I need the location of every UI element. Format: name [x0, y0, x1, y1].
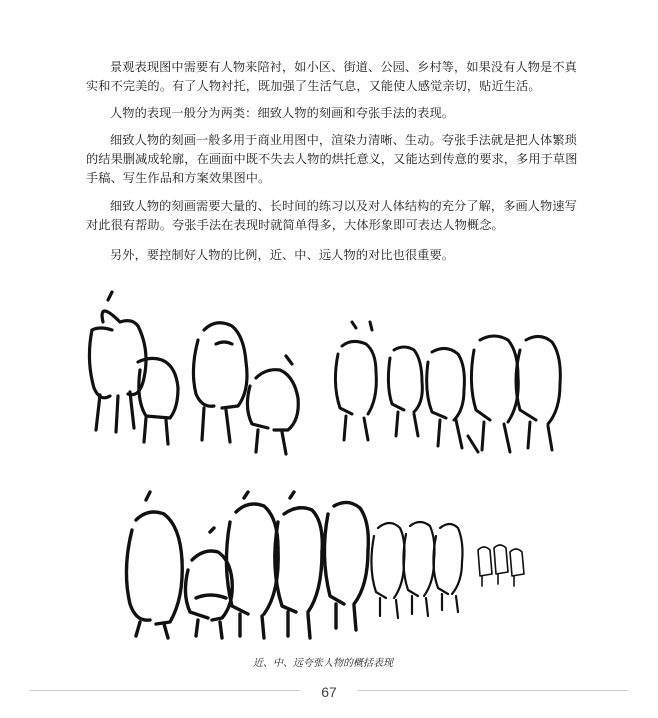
- paragraph-intro: 景观表现图中需要有人物来陪衬，如小区、街道、公园、乡村等，如果没有人物是不真实和不完美的。有了人物衬托，既加强了生活气息，又能使人感觉亲切，贴近生活。: [86, 60, 577, 93]
- paragraph-detailed-vs-exaggerated: 细致人物的刻画一般多用于商业用图中，渲染力清晰、生动。夸张手法就是把人体繁琐的结果删减成轮廓，在画面中既不失去人物的烘托意义，又能达到传意的要求，多用于草图手稿、写生作品和方案效果图中。: [86, 133, 578, 185]
- paragraph-practice: 细致人物的刻画需要大量的、长时间的练习以及对人体结构的充分了解，多画人物速写对此很有帮助。夸张手法在表现时就简单得多，大体形象即可表达人物概念。: [86, 199, 577, 232]
- sketch-group-top-left: [89, 292, 298, 454]
- paragraph-two-types: 人物的表现一般分为两类：细致人物的刻画和夸张手法的表现。: [110, 106, 455, 120]
- sketch-group-far: [478, 545, 524, 586]
- paragraph-proportion: 另外，要控制好人物的比例，近、中、远人物的对比也很重要。: [110, 248, 455, 262]
- sketch-group-top-right: [335, 322, 560, 452]
- figure-caption: 近、中、远夸张人物的概括表现: [253, 658, 393, 669]
- page-number: 67: [300, 684, 358, 700]
- sketch-group-distant: [371, 522, 462, 618]
- sketch-group-bottom: [126, 492, 368, 638]
